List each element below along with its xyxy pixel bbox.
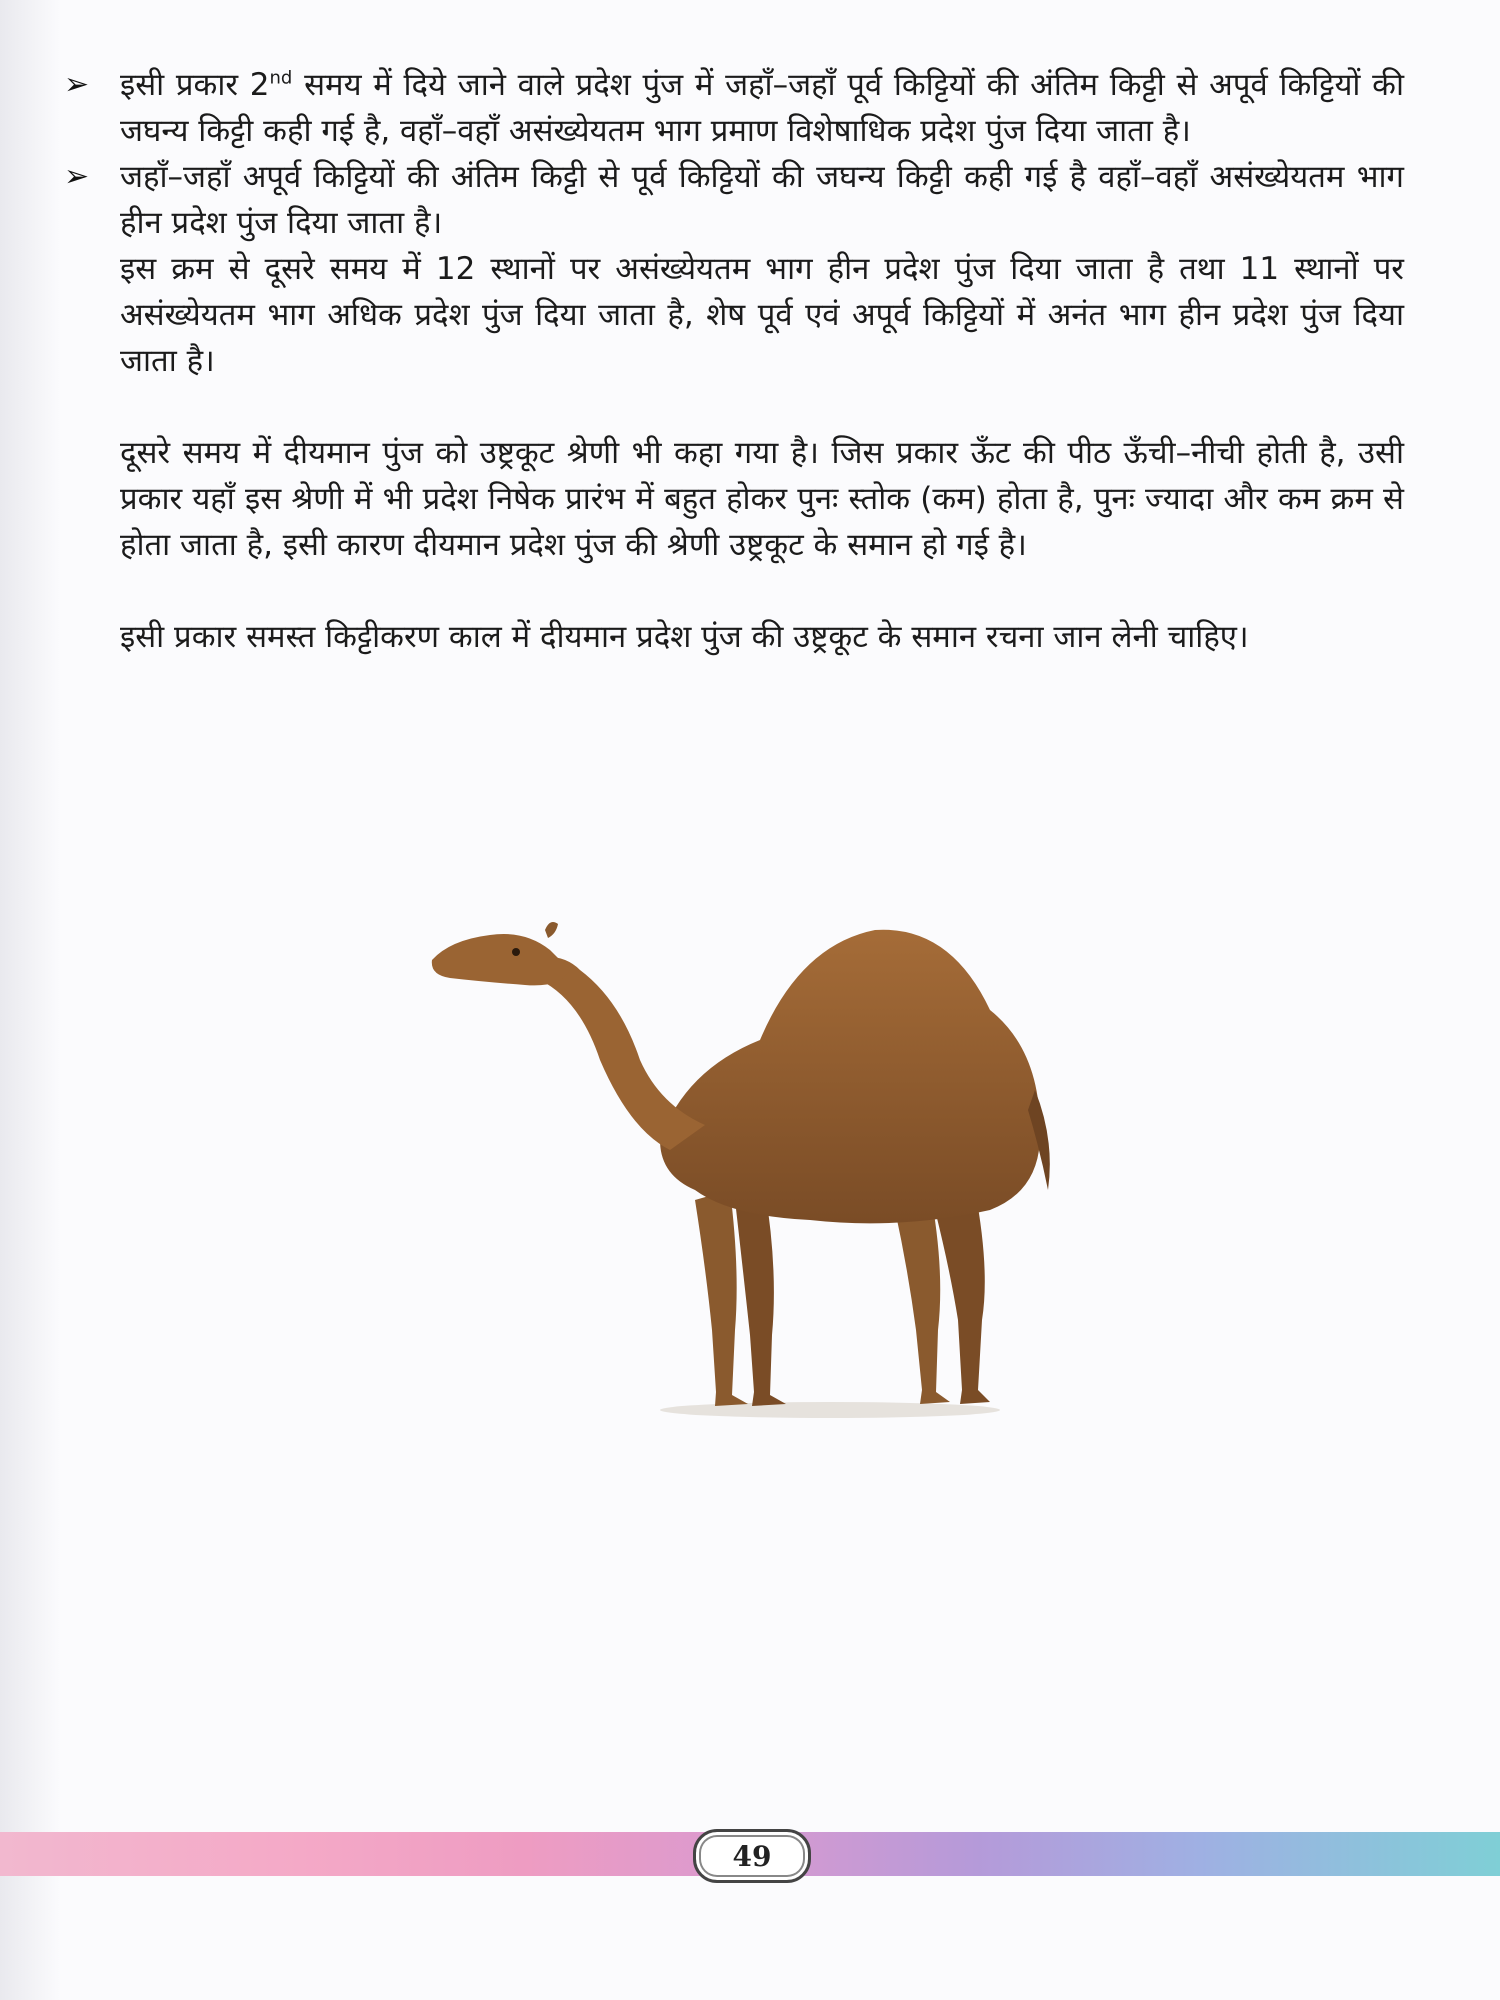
ordinal-suffix: nd <box>269 67 293 89</box>
bullet-item-1 <box>64 62 1404 154</box>
bullet-text-1-start: इसी प्रकार 2 <box>120 67 270 103</box>
bullet-item-2 <box>64 154 1404 246</box>
bullet-text-1-rest: समय में दिये जाने वाले प्रदेश पुंज में जहाँ–जहाँ पूर्व किट्टियों की अंतिम किट्टी से अपूर्व किट्टियों की जघन्य किट्टी कही गई है, वहाँ–वहाँ असंख्येयतम भाग प्रमाण विशेषाधिक प्रदेश पुंज दिया जाता है। <box>120 67 1404 149</box>
arrow-bullet-icon: ➢ <box>64 159 90 194</box>
camel-illustration <box>430 890 1090 1450</box>
paragraph-2: दूसरे समय में दीयमान पुंज को उष्ट्रकूट श्रेणी भी कहा गया है। जिस प्रकार ऊँट की पीठ ऊँची–नीची होती है, उसी प्रकार यहाँ इस श्रेणी में भी प्रदेश निषेक प्रारंभ में बहुत होकर पुनः स्तोक (कम) होता है, पुनः ज्यादा और कम क्रम से होता जाता है, इसी कारण दीयमान प्रदेश पुंज की श्रेणी उष्ट्रकूट के समान हो गई है। <box>120 435 1404 563</box>
camel-icon <box>430 890 1090 1450</box>
arrow-bullet-icon: ➢ <box>64 67 90 102</box>
page-content <box>64 62 1404 660</box>
bullet-text-1 <box>120 62 1404 154</box>
paragraph-3: इसी प्रकार समस्त किट्टीकरण काल में दीयमान प्रदेश पुंज की उष्ट्रकूट के समान रचना जान लेनी चाहिए। <box>120 619 1249 655</box>
page-edge-shadow <box>0 0 60 2000</box>
bullet-text-2: जहाँ–जहाँ अपूर्व किट्टियों की अंतिम किट्टी से पूर्व किट्टियों की जघन्य किट्टी कही गई है वहाँ–वहाँ असंख्येयतम भाग हीन प्रदेश पुंज दिया जाता है। <box>120 159 1404 241</box>
page-number: 49 <box>693 1829 811 1883</box>
paragraph-1: इस क्रम से दूसरे समय में 12 स्थानों पर असंख्येयतम भाग हीन प्रदेश पुंज दिया जाता है तथा 11 स्थानों पर असंख्येयतम भाग अधिक प्रदेश पुंज दिया जाता है, शेष पूर्व एवं अपूर्व किट्टियों में अनंत भाग हीन प्रदेश पुंज दिया जाता है। <box>120 251 1404 379</box>
